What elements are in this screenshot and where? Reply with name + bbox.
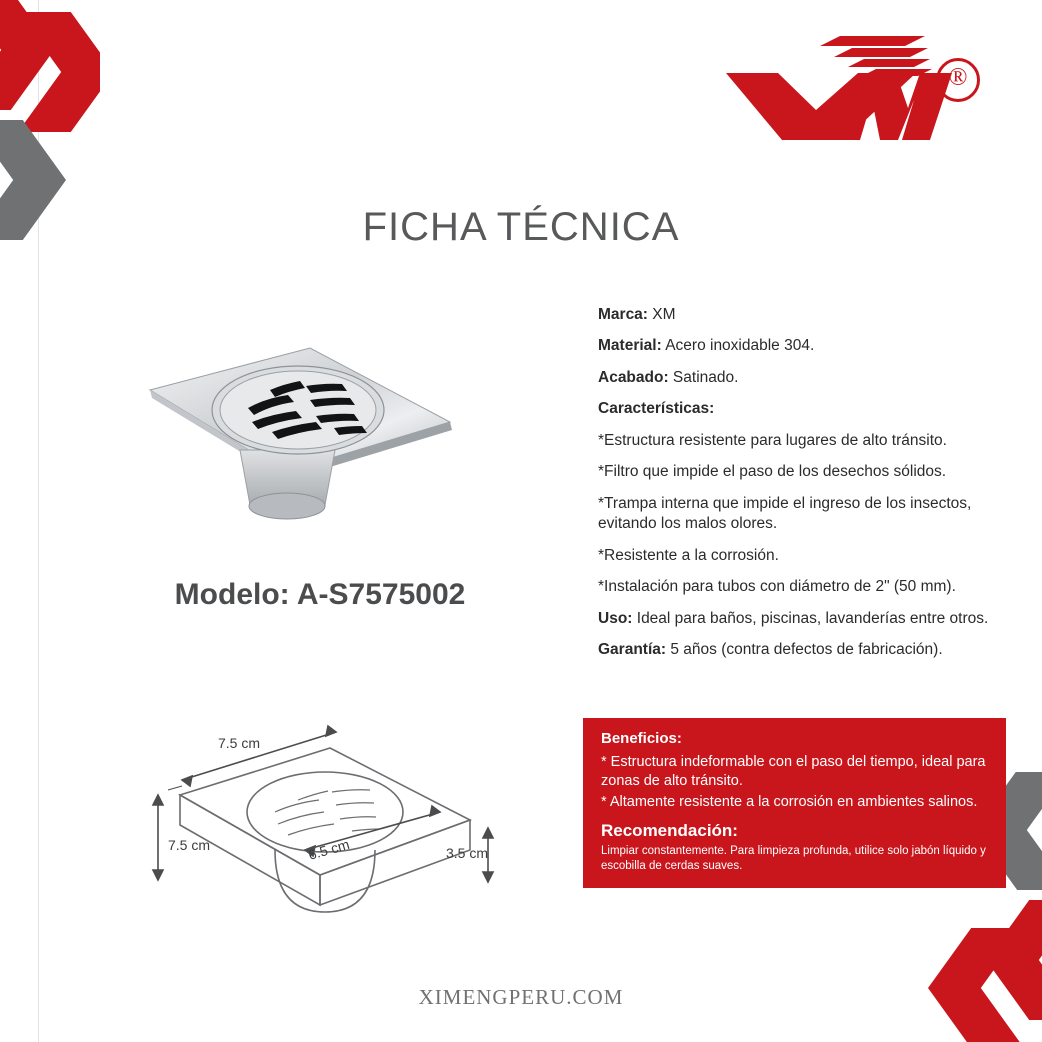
dimension-diagram-icon (140, 700, 540, 935)
recommendation-text: Limpiar constantemente. Para limpieza profunda, utilice solo jabón líquido y escobilla de cerdas suaves. (601, 844, 986, 872)
spec-value: *Filtro que impide el paso de los desechos sólidos. (598, 463, 947, 481)
benefit-item: * Altamente resistente a la corrosión en ambientes salinos. (601, 794, 978, 811)
spec-label: Uso: (598, 609, 633, 627)
benefits-heading: Beneficios: (601, 730, 682, 747)
spec-value: *Trampa interna que impide el ingreso de los insectos, evitando los malos olores. (598, 494, 972, 533)
recommendation-heading: Recomendación: (601, 820, 738, 840)
registered-trademark-icon: ® (936, 58, 980, 102)
spec-label: Acabado: (598, 368, 669, 386)
spec-row (598, 399, 1018, 419)
spec-value: XM (647, 306, 676, 323)
dimension-drawing (140, 700, 540, 935)
specifications-list (598, 305, 1018, 671)
spec-bullet (598, 546, 1018, 566)
spec-bullet (598, 462, 1018, 482)
spec-value: *Resistente a la corrosión. (598, 546, 779, 564)
spec-label: Garantía: (598, 640, 667, 658)
model-label: Modelo: A-S7575002 (174, 578, 466, 611)
spec-row (598, 336, 1018, 356)
product-image (120, 330, 500, 560)
spec-value: Acero inoxidable 304. (661, 337, 815, 355)
spec-bullet (598, 577, 1018, 597)
floor-drain-illustration (120, 330, 500, 560)
brand-logo (720, 28, 980, 158)
page-title: FICHA TÉCNICA (362, 205, 680, 249)
benefit-item: * Estructura indeformable con el paso del tiempo, ideal para zonas de alto tránsito. (601, 754, 986, 789)
spec-value: *Instalación para tubos con diámetro de 2" (50 mm). (598, 578, 956, 596)
spec-value: *Estructura resistente para lugares de alto tránsito. (598, 431, 947, 449)
dimension-left-height-label: 7.5 cm (168, 837, 211, 853)
dimension-inner-diameter-label: 6.5 cm (306, 835, 352, 863)
spec-value: Satinado. (668, 368, 739, 386)
top-left-chevron-decoration (0, 0, 100, 240)
spec-row (598, 609, 1018, 629)
spec-row (598, 305, 1018, 325)
spec-row (598, 368, 1018, 388)
spec-label: Características: (598, 400, 715, 418)
spec-bullet (598, 494, 1018, 535)
spec-label: Marca: (598, 306, 648, 323)
footer-website[interactable]: XIMENGPERU.COM (418, 985, 624, 1009)
dimension-depth-label: 3.5 cm (446, 845, 489, 861)
dimension-top-width-label: 7.5 cm (218, 735, 261, 751)
spec-value: Ideal para baños, piscinas, lavanderías entre otros. (632, 609, 989, 627)
benefits-box (583, 718, 1006, 888)
spec-value: 5 años (contra defectos de fabricación). (666, 640, 943, 658)
spec-row (598, 640, 1018, 660)
spec-bullet (598, 431, 1018, 451)
spec-label: Material: (598, 337, 662, 355)
